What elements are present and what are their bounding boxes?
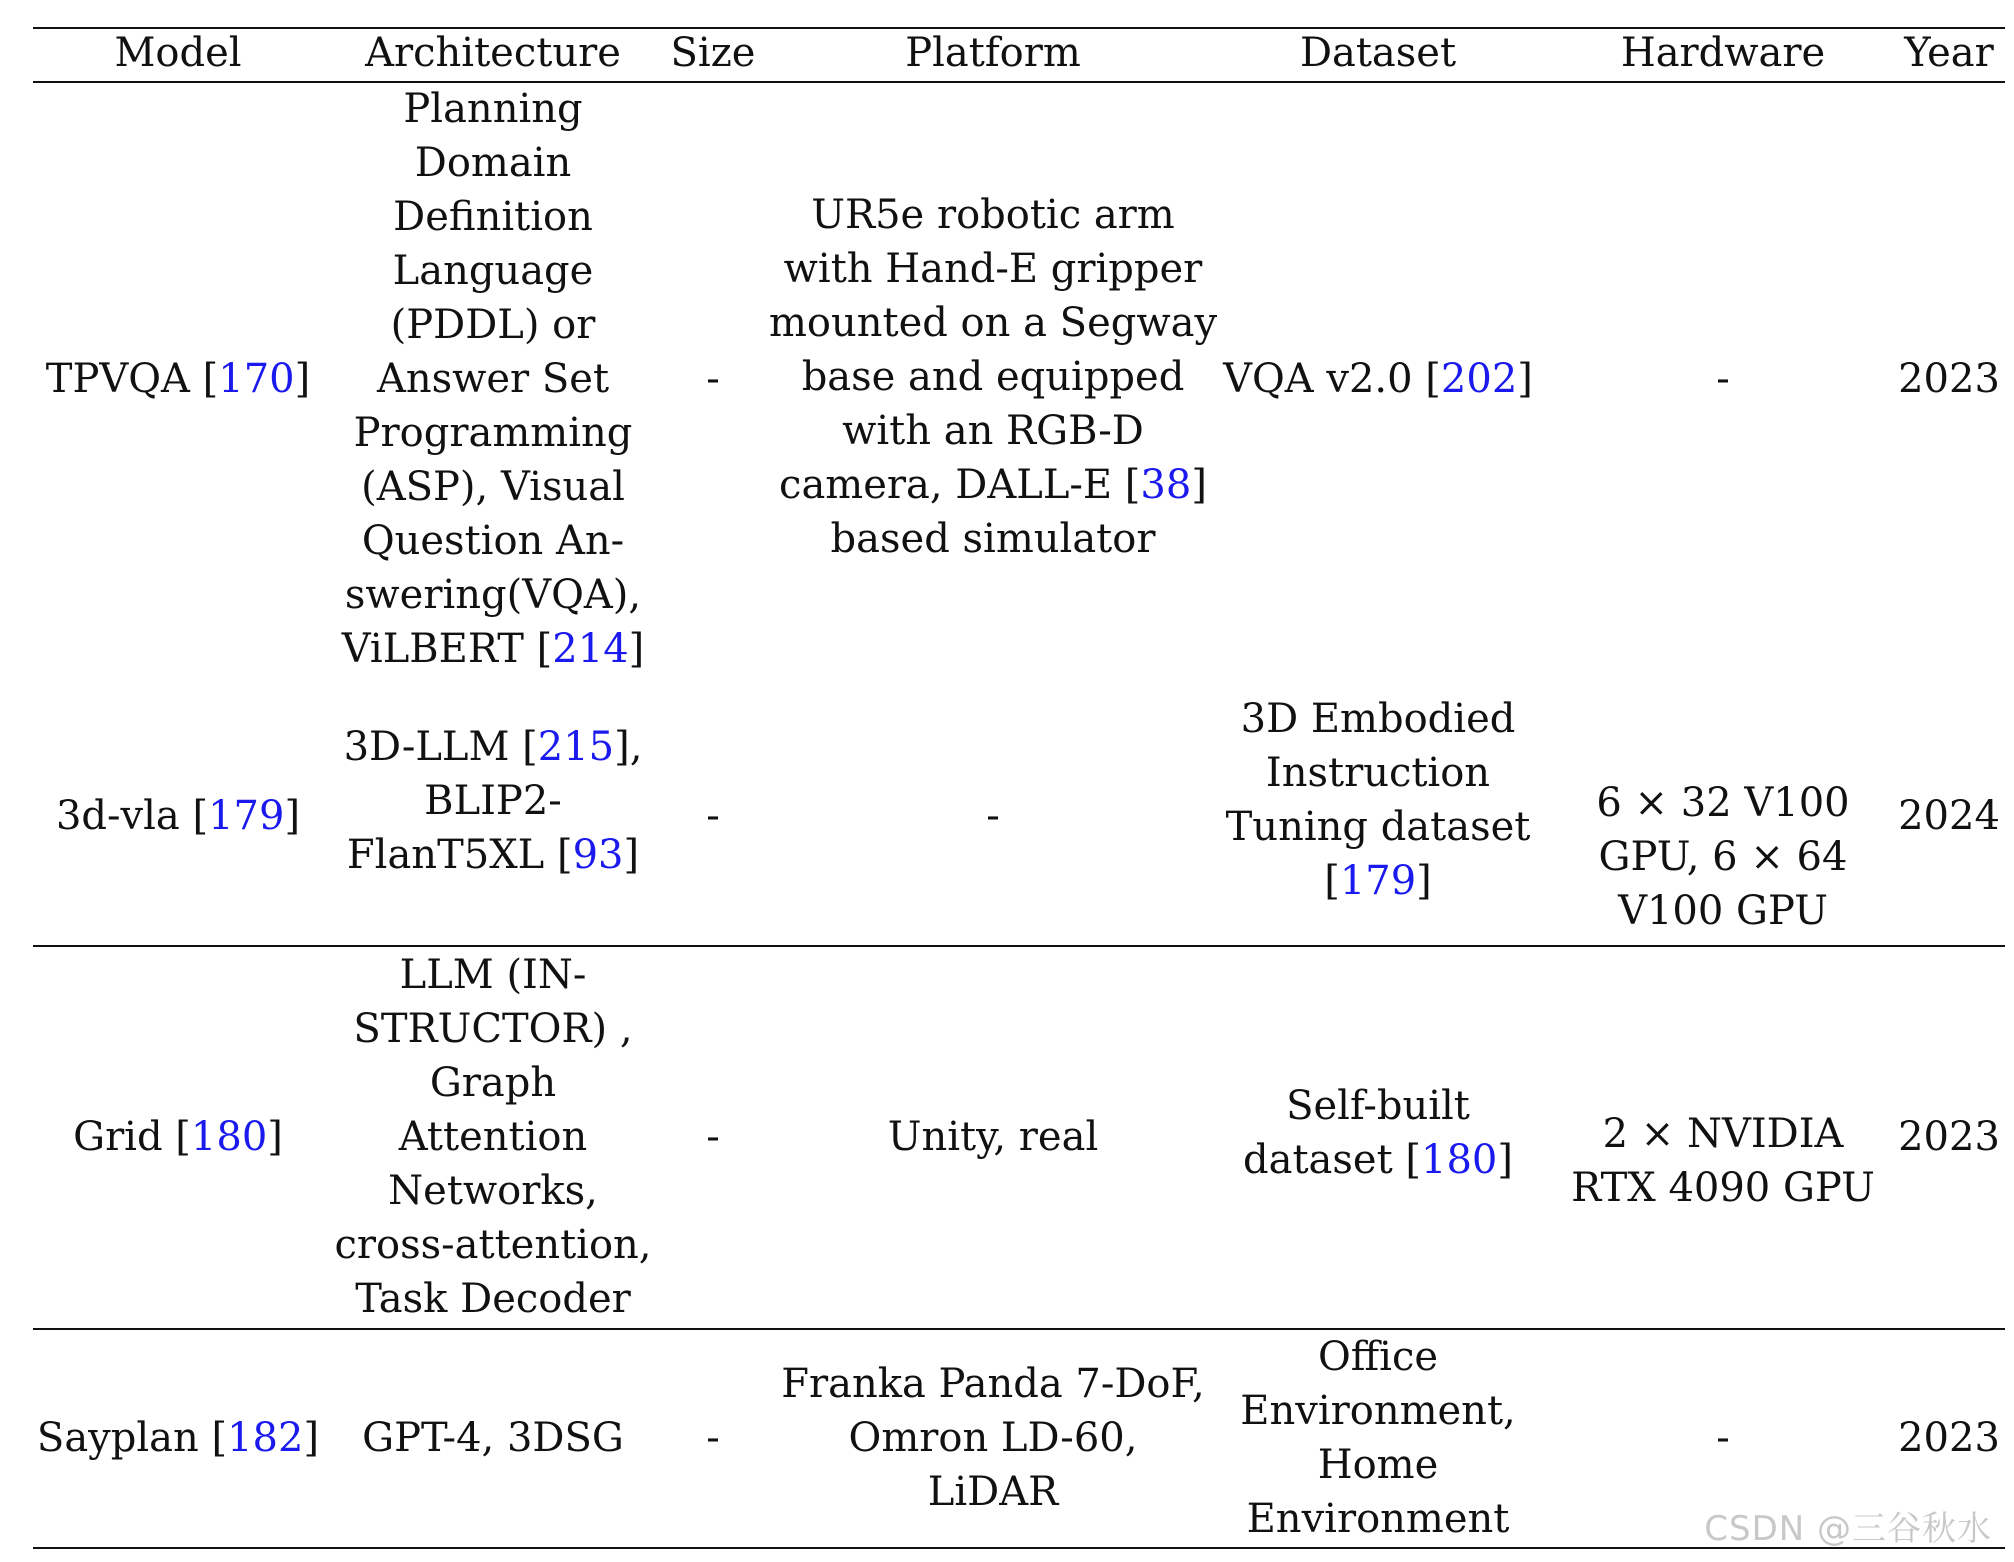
table-row-4-model: Sayplan [182] <box>36 1415 320 1461</box>
table-row-3-architecture: LLM (IN- STRUCTOR) , Graph Attention Networks, cross-attention, Task Decoder <box>334 952 652 1322</box>
table-row-2-platform: - <box>986 793 1000 839</box>
citation-link[interactable]: 38 <box>1140 462 1192 508</box>
table-row-3-dataset: Self-built dataset [180] <box>1243 1083 1513 1183</box>
table-row-4-architecture: GPT-4, 3DSG <box>362 1415 624 1461</box>
table-row-4-platform: Franka Panda 7-DoF, Omron LD-60, LiDAR <box>781 1361 1205 1515</box>
table-row-2-year: 2024 <box>1898 793 2000 839</box>
citation-link[interactable]: 93 <box>572 832 624 878</box>
citation-link[interactable]: 202 <box>1440 356 1518 402</box>
header-year: Year <box>1904 30 1994 76</box>
table-row-3-model: Grid [180] <box>73 1114 283 1160</box>
header-hardware: Hardware <box>1620 30 1826 76</box>
table-row-2-architecture: 3D-LLM [215], BLIP2- FlanT5XL [93] <box>343 724 643 878</box>
citation-link[interactable]: 180 <box>1421 1137 1498 1183</box>
table-row-3-size: - <box>706 1114 720 1160</box>
table-row-3-platform: Unity, real <box>887 1114 1099 1160</box>
citation-link[interactable]: 179 <box>208 793 285 839</box>
citation-link[interactable]: 182 <box>227 1415 304 1461</box>
header-dataset: Dataset <box>1299 30 1457 76</box>
header-model: Model <box>114 30 242 76</box>
table-row-1-size: - <box>706 356 720 402</box>
table-row-1-platform: UR5e robotic arm with Hand-E gripper mounted on a Segway base and equipped with an RGB-D camera, DALL-E [38] based simulator <box>768 192 1218 562</box>
header-bottom-rule <box>33 81 2005 83</box>
table-row-2-model: 3d-vla [179] <box>55 793 301 839</box>
table-row-4-dataset: Office Environment, Home Environment <box>1240 1334 1516 1542</box>
citation-link[interactable]: 170 <box>218 356 295 402</box>
header-architecture: Architecture <box>365 30 621 76</box>
table-row-1-architecture: Planning Domain Definition Language (PDDL) or Answer Set Programming (ASP), Visual Question An- swering(VQA), ViLBERT [214] <box>341 86 645 672</box>
table-row-1-dataset: VQA v2.0 [202] <box>1223 356 1533 402</box>
table-row-3-year: 2023 <box>1898 1114 2000 1160</box>
citation-link[interactable]: 214 <box>552 626 629 672</box>
table-row-2-hardware: 6 × 32 V100 GPU, 6 × 64 V100 GPU <box>1596 780 1850 934</box>
watermark: CSDN @三谷秋水 <box>1704 1509 1992 1549</box>
table-row-2-size: - <box>706 793 720 839</box>
table-row-2-dataset: 3D Embodied Instruction Tuning dataset [179] <box>1225 696 1531 904</box>
table-row-4-hardware: - <box>1716 1415 1730 1461</box>
citation-link[interactable]: 215 <box>537 724 615 770</box>
header-platform: Platform <box>905 30 1081 76</box>
table-row-1-year: 2023 <box>1898 356 2000 402</box>
citation-link[interactable]: 180 <box>190 1114 268 1160</box>
citation-link[interactable]: 179 <box>1339 858 1417 904</box>
header-size: Size <box>670 30 756 76</box>
table-row-1-model: TPVQA [170] <box>45 356 311 402</box>
table-row-1-hardware: - <box>1716 356 1730 402</box>
table-row-4-year: 2023 <box>1898 1415 2000 1461</box>
table-row-3-hardware: 2 × NVIDIA RTX 4090 GPU <box>1571 1111 1875 1211</box>
table-row-4-size: - <box>706 1415 720 1461</box>
